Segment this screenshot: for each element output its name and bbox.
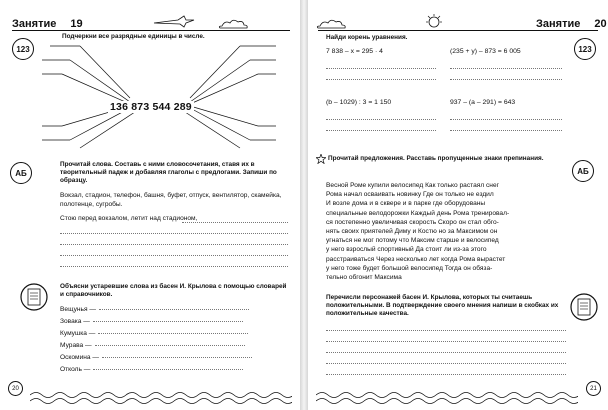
task-equations-prompt: Найди корень уравнения.	[326, 34, 408, 41]
notebook-icon	[20, 280, 48, 314]
digit-rays-diagram	[40, 42, 280, 150]
equation: (235 + у) – 873 = 6 005	[450, 48, 521, 55]
star-icon	[316, 154, 326, 164]
letters-badge-icon: АБ	[10, 162, 32, 184]
task-words-prompt: Прочитай слова. Составь с ними словосочетания, ставя их в творительный падеж и добавляя глаголы с предлогами. Запиши по образцу.	[60, 161, 277, 184]
equation: 937 – (a – 291) = 643	[450, 99, 516, 106]
old-word-row: Кумушка —	[60, 330, 248, 337]
digits-badge-icon: 123	[574, 38, 596, 60]
answer-line[interactable]	[60, 244, 288, 245]
task-old-words-prompt: Объясни устаревшие слова из басен И. Крылова с помощью словарей и справочников.	[60, 283, 287, 298]
equation: (b – 1029) : 3 = 1 150	[326, 99, 392, 106]
page-number-right: 21	[586, 381, 601, 396]
task-digits-prompt: Подчеркни все разрядные единицы в числе.	[62, 33, 205, 40]
right-page	[308, 0, 608, 410]
plane-and-clouds-icon	[150, 14, 270, 30]
answer-line[interactable]	[95, 345, 245, 346]
waves-decoration-icon	[316, 390, 578, 404]
word-list: Вокзал, стадион, телефон, башня, буфет, отпуск, вентилятор, скамейка, полотенце, сугробы.	[60, 192, 282, 209]
right-lesson-header	[536, 18, 607, 30]
answer-line[interactable]	[326, 79, 436, 80]
answer-line[interactable]	[102, 357, 252, 358]
task-characters-prompt: Перечисли персонажей басен И. Крылова, которых ты считаешь положительными. В подтверждение своего мнения напиши в скобках их положительные качества.	[326, 294, 559, 317]
header-rule	[318, 30, 598, 31]
answer-line[interactable]	[326, 68, 436, 69]
old-word-row: Оскомина —	[60, 354, 252, 361]
equation: 7 838 – x = 295 · 4	[326, 48, 383, 55]
answer-line[interactable]	[326, 352, 566, 353]
old-word-row: Вещунья —	[60, 306, 249, 313]
example-line: Стою перед вокзалом, летит над стадионом,	[60, 215, 198, 222]
lesson-number: 20	[594, 18, 607, 30]
answer-line[interactable]	[93, 369, 243, 370]
left-page	[0, 0, 300, 410]
answer-line[interactable]	[60, 266, 288, 267]
answer-line[interactable]	[60, 233, 288, 234]
answer-line[interactable]	[326, 374, 566, 375]
old-word-row: Зовака —	[60, 318, 243, 325]
answer-line[interactable]	[93, 321, 243, 322]
letters-badge-icon: АБ	[572, 160, 594, 182]
punctuation-text: Весной Роме купили велосипед Как только растаял снег Рома начал осваивать новинку Где он только не ездил И возле дома и в сквере и в парке где оборудованы специальные велодорожки Каждый день Рома тренировал- ся постепенно увеличивая скорость Скоро он стал обго- нять своих приятелей Диму и Костю но за Максимом он угнаться не мог потому что Максим старше и велосипед у него взрослый спортивный Да стоит ли из-за этого расстраиваться Через несколько лет когда Рома вырастет у него тоже будет большой велосипед Тогда он обяза- тельно обгонит Максима	[326, 182, 510, 282]
lesson-word: Занятие	[12, 18, 57, 30]
book-gutter	[300, 0, 308, 410]
answer-line[interactable]	[326, 363, 566, 364]
notebook-icon	[570, 290, 598, 324]
answer-line[interactable]	[326, 119, 436, 120]
answer-line[interactable]	[326, 130, 436, 131]
answer-line[interactable]	[450, 68, 562, 69]
answer-line[interactable]	[326, 341, 566, 342]
answer-line[interactable]	[98, 333, 248, 334]
lesson-number: 19	[70, 18, 83, 30]
number-to-analyze: 136 873 544 289	[110, 101, 192, 113]
answer-line[interactable]	[60, 255, 288, 256]
waves-decoration-icon	[30, 390, 292, 404]
header-rule	[12, 30, 290, 31]
digits-badge-icon: 123	[12, 38, 34, 60]
task-punctuation-prompt: Прочитай предложения. Расставь пропущенные знаки препинания.	[328, 155, 544, 162]
old-word-row: Отколь —	[60, 366, 243, 373]
sun-and-clouds-icon	[316, 14, 456, 30]
lesson-word: Занятие	[536, 18, 581, 30]
page-number-left: 20	[8, 381, 23, 396]
left-lesson-header	[12, 18, 83, 30]
answer-line[interactable]	[326, 330, 566, 331]
answer-line[interactable]	[182, 222, 288, 223]
answer-line[interactable]	[99, 309, 249, 310]
answer-line[interactable]	[450, 130, 562, 131]
old-word-row: Мурава —	[60, 342, 245, 349]
answer-line[interactable]	[450, 79, 562, 80]
answer-line[interactable]	[450, 119, 562, 120]
